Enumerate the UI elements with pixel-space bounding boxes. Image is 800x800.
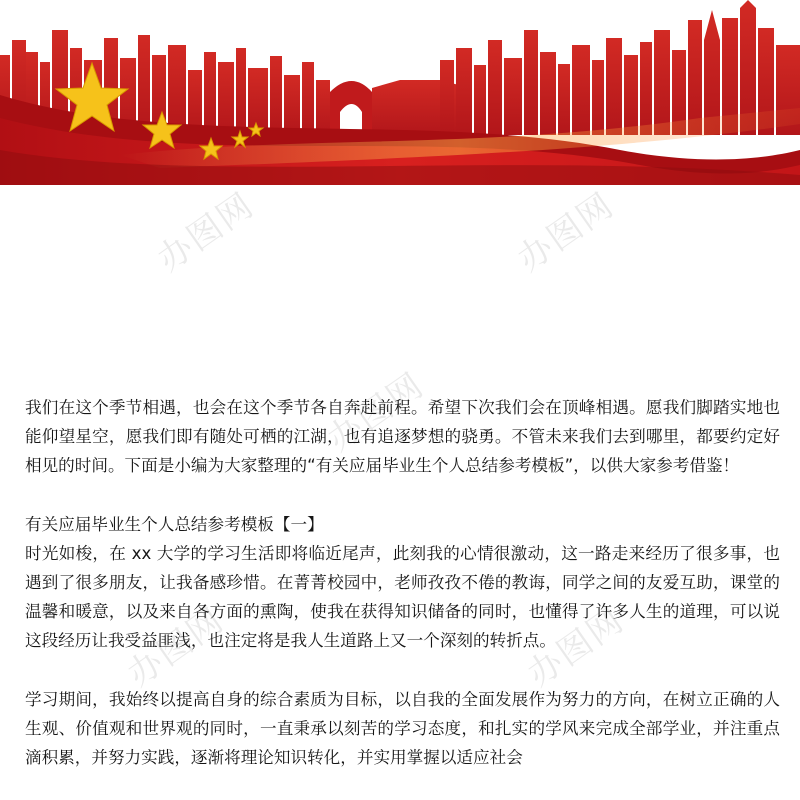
header-banner	[0, 0, 800, 185]
watermark-text: 办图网	[120, 600, 232, 695]
document-body	[25, 393, 780, 772]
body-paragraph-2: 学习期间，我始终以提高自身的综合素质为目标，以自我的全面发展作为努力的方向，在树立正确的人生观、价值观和世界观的同时，一直秉承以刻苦的学习态度，和扎实的学风来完成全部学业，并注重点滴积累，并努力实践，逐渐将理论知识转化，并实用掌握以适应社会	[25, 689, 780, 768]
intro-paragraph: 我们在这个季节相遇，也会在这个季节各自奔赴前程。希望下次我们会在顶峰相遇。愿我们脚踏实地也能仰望星空，愿我们即有随处可栖的江湖，也有追逐梦想的骁勇。不管未来我们去到哪里，都要约定好相见的时间。下面是小编为大家整理的“有关应届毕业生个人总结参考模板”，以供大家参考借鉴！	[25, 398, 780, 476]
watermark-text: 办图网	[520, 600, 632, 695]
section-title: 有关应届毕业生个人总结参考模板【一】	[25, 514, 324, 534]
city-skyline-illustration	[0, 0, 800, 185]
watermark-text: 办图网	[150, 185, 262, 280]
watermark-text: 办图网	[510, 185, 622, 280]
body-paragraph-1: 时光如梭，在 xx 大学的学习生活即将临近尾声，此刻我的心情很激动，这一路走来经历了很多事，也遇到了很多朋友，让我备感珍惜。在菁菁校园中，老师孜孜不倦的教诲，同学之间的友爱互助，课堂的温馨和暖意，以及来自各方面的熏陶，使我在获得知识储备的同时，也懂得了许多人生的道理，可以说这段经历让我受益匪浅，也注定将是我人生道路上又一个深刻的转折点。	[25, 543, 780, 651]
arch-gate	[330, 81, 372, 135]
watermark-text: 办图网	[320, 365, 432, 460]
skyline-buildings	[0, 0, 800, 135]
